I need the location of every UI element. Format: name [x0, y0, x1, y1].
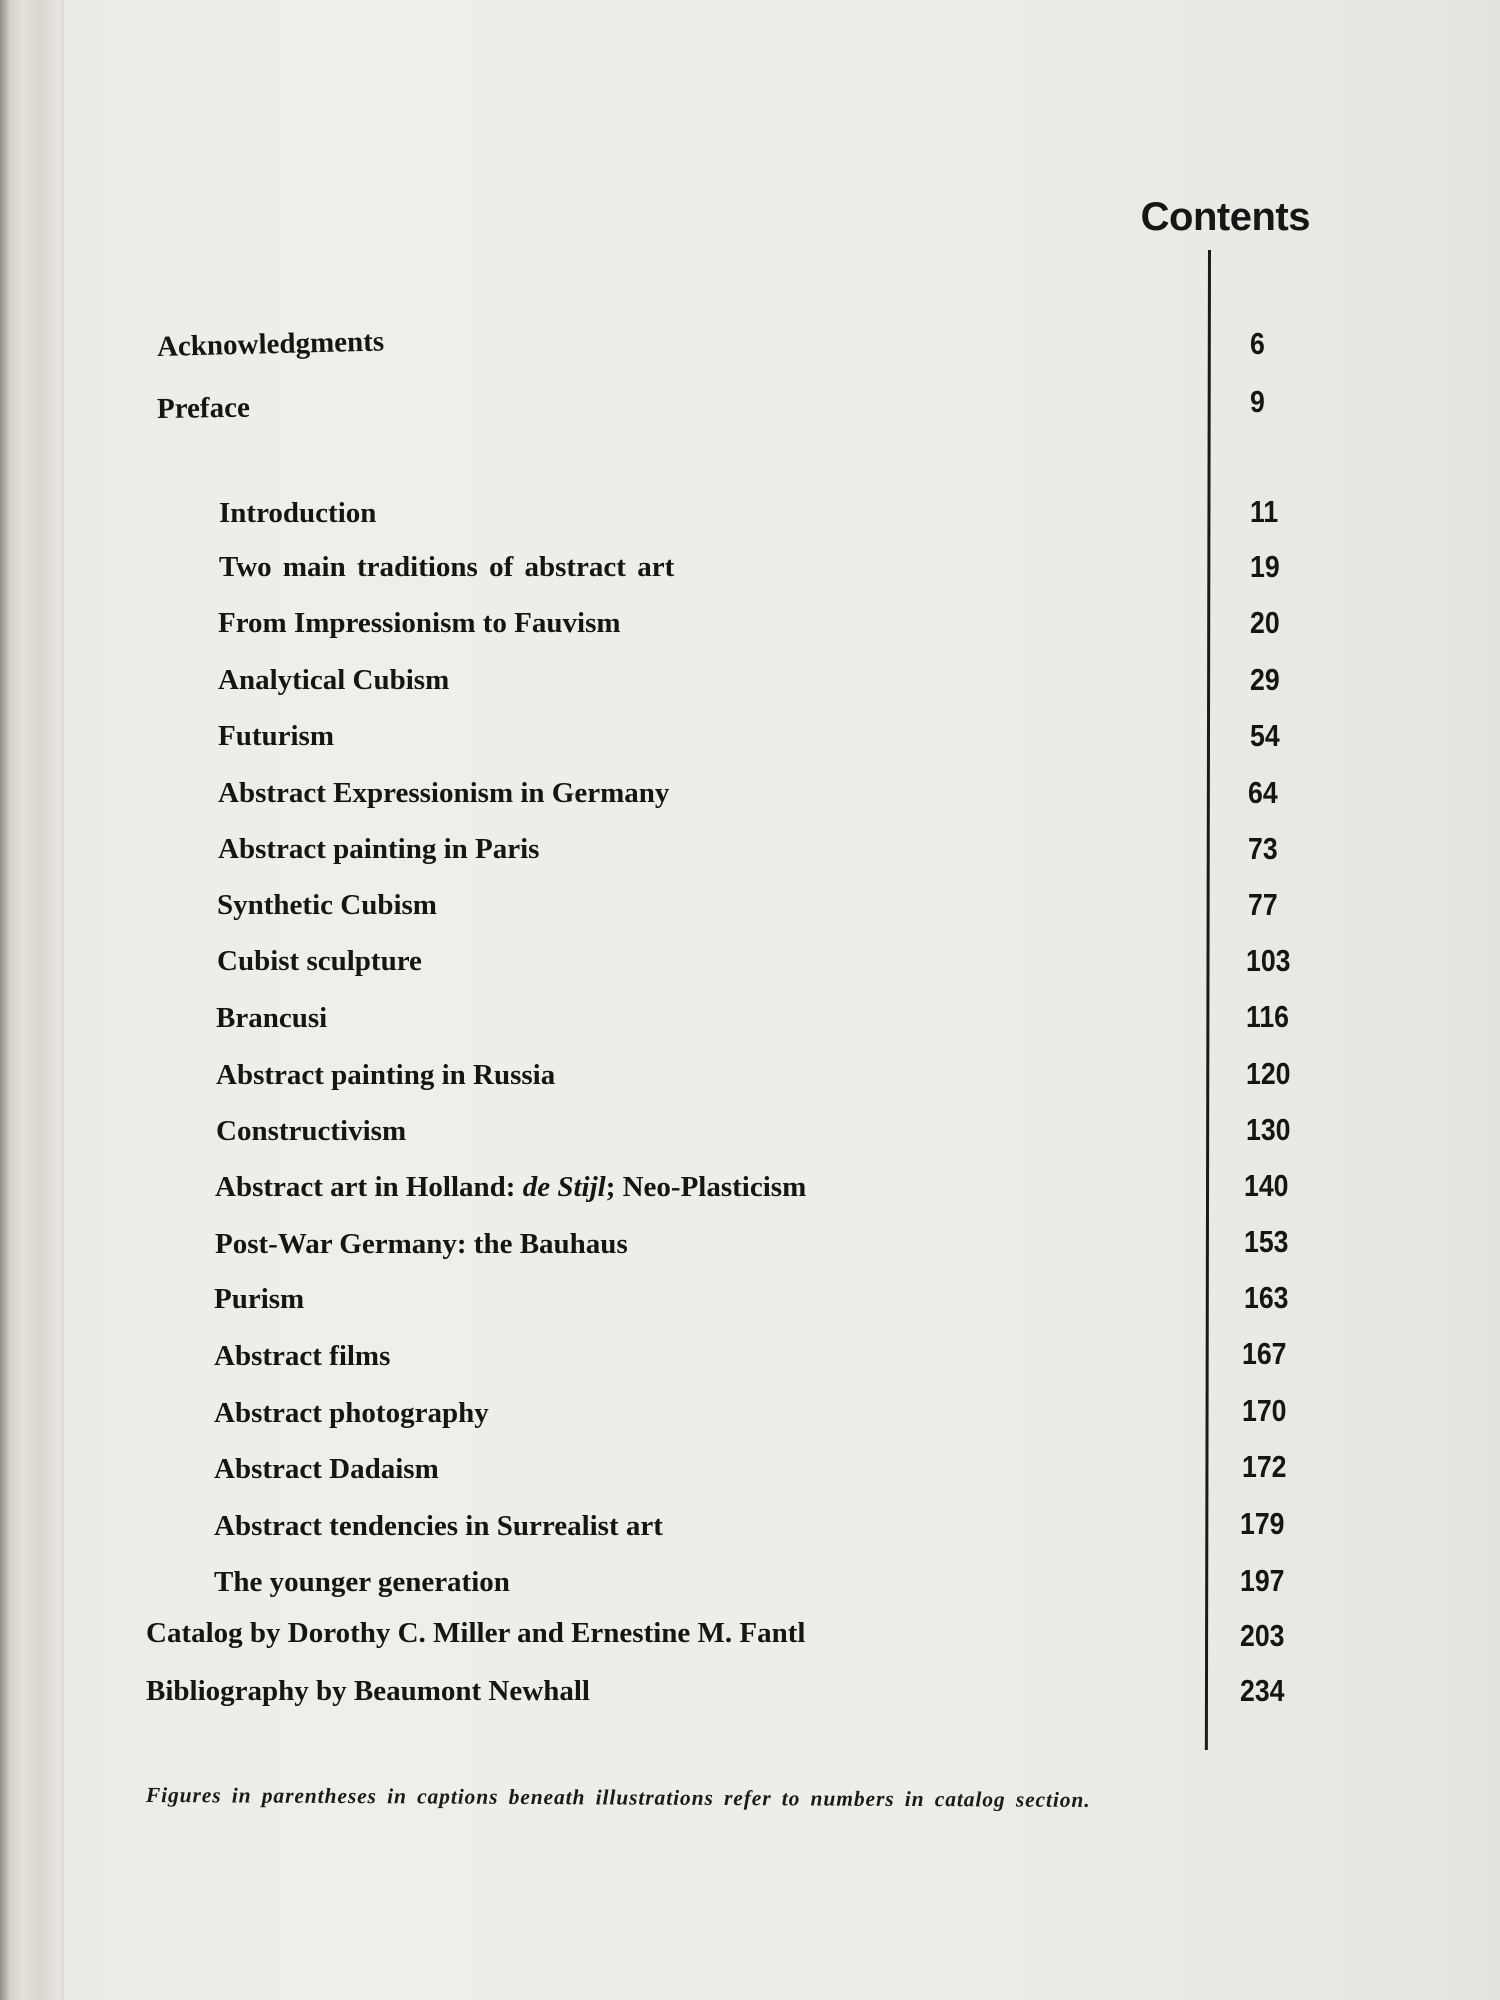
toc-entry-introduction: Introduction — [219, 497, 377, 529]
toc-entry-abstract-films: Abstract films — [214, 1340, 391, 1372]
toc-page-impressionism-fauvism: 20 — [1250, 605, 1280, 640]
toc-entry-impressionism-fauvism: From Impressionism to Fauvism — [218, 607, 621, 639]
toc-entry-holland-suffix: ; Neo-Plasticism — [605, 1171, 807, 1203]
toc-entry-bibliography: Bibliography by Beaumont Newhall — [146, 1675, 590, 1707]
book-gutter-edge — [0, 0, 64, 2000]
toc-entry-futurism: Futurism — [218, 720, 334, 752]
vertical-rule — [1205, 250, 1211, 1750]
toc-page-constructivism: 130 — [1246, 1112, 1291, 1147]
toc-entry-abstract-photography: Abstract photography — [214, 1397, 489, 1429]
toc-page-analytical-cubism: 29 — [1250, 662, 1280, 697]
toc-page-catalog: 203 — [1240, 1618, 1285, 1653]
toc-entry-two-main-traditions: Two main traditions of abstract art — [219, 551, 675, 583]
toc-page-synthetic-cubism: 77 — [1248, 887, 1278, 922]
toc-page-introduction: 11 — [1250, 494, 1279, 529]
toc-page-abstract-dadaism: 172 — [1242, 1449, 1287, 1484]
toc-entry-holland-de-stijl: de Stijl — [522, 1171, 606, 1203]
toc-entry-purism: Purism — [214, 1283, 305, 1315]
toc-entry-abstract-painting-russia: Abstract painting in Russia — [216, 1059, 556, 1091]
footnote: Figures in parentheses in captions beneath illustrations refer to numbers in catalog section. — [145, 1783, 1091, 1812]
toc-entry-abstract-art-holland — [215, 1171, 806, 1204]
toc-entry-brancusi: Brancusi — [216, 1002, 328, 1034]
toc-page-abstract-films: 167 — [1242, 1336, 1287, 1371]
page-title: Contents — [1140, 194, 1310, 239]
toc-page-post-war-germany-bauhaus: 153 — [1244, 1224, 1289, 1259]
toc-entry-abstract-painting-paris: Abstract painting in Paris — [218, 833, 540, 865]
toc-entry-cubist-sculpture: Cubist sculpture — [217, 945, 422, 977]
toc-page-bibliography: 234 — [1240, 1673, 1285, 1708]
toc-entry-analytical-cubism: Analytical Cubism — [218, 664, 450, 696]
toc-page-abstract-photography: 170 — [1242, 1393, 1287, 1428]
toc-entry-post-war-germany-bauhaus: Post-War Germany: the Bauhaus — [215, 1228, 628, 1260]
toc-page-abstract-expressionism-germany: 64 — [1248, 775, 1278, 810]
toc-entry-constructivism: Constructivism — [216, 1115, 407, 1147]
toc-page-cubist-sculpture: 103 — [1246, 943, 1291, 978]
toc-page-abstract-art-holland: 140 — [1244, 1168, 1289, 1203]
toc-page-surrealist-tendencies: 179 — [1240, 1506, 1285, 1541]
toc-entry-abstract-dadaism: Abstract Dadaism — [214, 1453, 439, 1485]
toc-entry-catalog: Catalog by Dorothy C. Miller and Ernestine M. Fantl — [146, 1617, 806, 1649]
toc-page-acknowledgments: 6 — [1250, 326, 1265, 361]
toc-page-purism: 163 — [1244, 1280, 1289, 1315]
toc-page-abstract-painting-paris: 73 — [1248, 831, 1278, 866]
toc-entry-younger-generation: The younger generation — [214, 1566, 510, 1598]
toc-page-two-main-traditions: 19 — [1250, 549, 1280, 584]
toc-page-younger-generation: 197 — [1240, 1563, 1285, 1598]
toc-entry-preface: Preface — [156, 391, 251, 425]
toc-entry-synthetic-cubism: Synthetic Cubism — [217, 889, 437, 921]
toc-entry-abstract-expressionism-germany: Abstract Expressionism in Germany — [218, 777, 670, 809]
toc-entry-acknowledgments: Acknowledgments — [156, 325, 385, 363]
toc-page-abstract-painting-russia: 120 — [1246, 1056, 1291, 1091]
toc-entry-holland-prefix: Abstract art in Holland: — [215, 1171, 523, 1203]
toc-page-brancusi: 116 — [1246, 999, 1290, 1034]
toc-entry-surrealist-tendencies: Abstract tendencies in Surrealist art — [214, 1510, 663, 1542]
toc-page-preface: 9 — [1250, 384, 1265, 419]
toc-page-futurism: 54 — [1250, 718, 1280, 753]
